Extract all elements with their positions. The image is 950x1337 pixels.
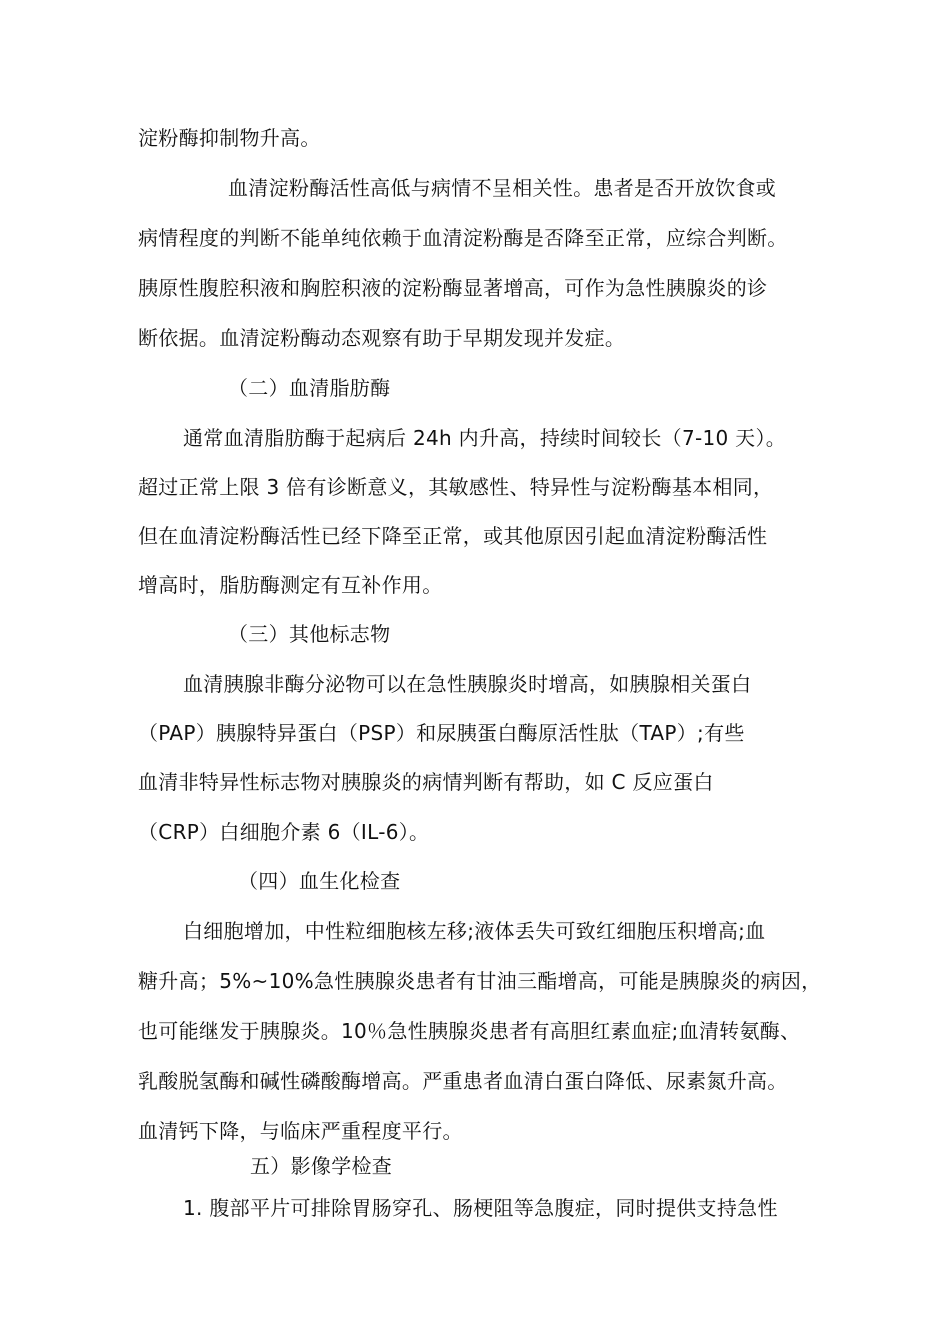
paragraph-line: 糖升高；5%~10%急性胰腺炎患者有甘油三酯增高，可能是胰腺炎的病因， bbox=[138, 969, 822, 993]
section-heading: （四）血生化检查 bbox=[238, 869, 401, 893]
paragraph-line: 血清非特异性标志物对胰腺炎的病情判断有帮助，如 C 反应蛋白 bbox=[138, 770, 714, 794]
list-item: 1. 腹部平片可排除胃肠穿孔、肠梗阻等急腹症，同时提供支持急性 bbox=[183, 1196, 778, 1220]
section-heading: （二）血清脂肪酶 bbox=[228, 376, 391, 400]
section-heading: 五）影像学检查 bbox=[250, 1154, 393, 1178]
paragraph-line: 超过正常上限 3 倍有诊断意义，其敏感性、特异性与淀粉酶基本相同， bbox=[138, 475, 774, 499]
paragraph-line: 血清胰腺非酶分泌物可以在急性胰腺炎时增高，如胰腺相关蛋白 bbox=[183, 672, 752, 696]
paragraph-line: 淀粉酶抑制物升高。 bbox=[138, 126, 321, 150]
paragraph-line: 也可能继发于胰腺炎。10％急性胰腺炎患者有高胆红素血症;血清转氨酶、 bbox=[138, 1019, 801, 1043]
paragraph-line: 断依据。血清淀粉酶动态观察有助于早期发现并发症。 bbox=[138, 326, 626, 350]
paragraph-line: 胰原性腹腔积液和胸腔积液的淀粉酶显著增高，可作为急性胰腺炎的诊 bbox=[138, 276, 768, 300]
paragraph-line: 但在血清淀粉酶活性已经下降至正常，或其他原因引起血清淀粉酶活性 bbox=[138, 524, 768, 548]
paragraph-line: 血清钙下降，与临床严重程度平行。 bbox=[138, 1119, 463, 1143]
paragraph-line: 乳酸脱氢酶和碱性磷酸酶增高。严重患者血清白蛋白降低、尿素氮升高。 bbox=[138, 1069, 788, 1093]
paragraph-line: （CRP）白细胞介素 6（IL-6）。 bbox=[138, 820, 430, 844]
paragraph-line: （PAP）胰腺特异蛋白（PSP）和尿胰蛋白酶原活性肽（TAP）;有些 bbox=[138, 721, 745, 745]
paragraph-line: 增高时，脂肪酶测定有互补作用。 bbox=[138, 573, 443, 597]
paragraph-line: 血清淀粉酶活性高低与病情不呈相关性。患者是否开放饮食或 bbox=[228, 176, 777, 200]
paragraph-line: 白细胞增加，中性粒细胞核左移;液体丢失可致红细胞压积增高;血 bbox=[183, 919, 766, 943]
paragraph-line: 通常血清脂肪酶于起病后 24h 内升高，持续时间较长（7-10 天）。 bbox=[183, 426, 787, 450]
section-heading: （三）其他标志物 bbox=[228, 622, 391, 646]
paragraph-line: 病情程度的判断不能单纯依赖于血清淀粉酶是否降至正常，应综合判断。 bbox=[138, 226, 788, 250]
